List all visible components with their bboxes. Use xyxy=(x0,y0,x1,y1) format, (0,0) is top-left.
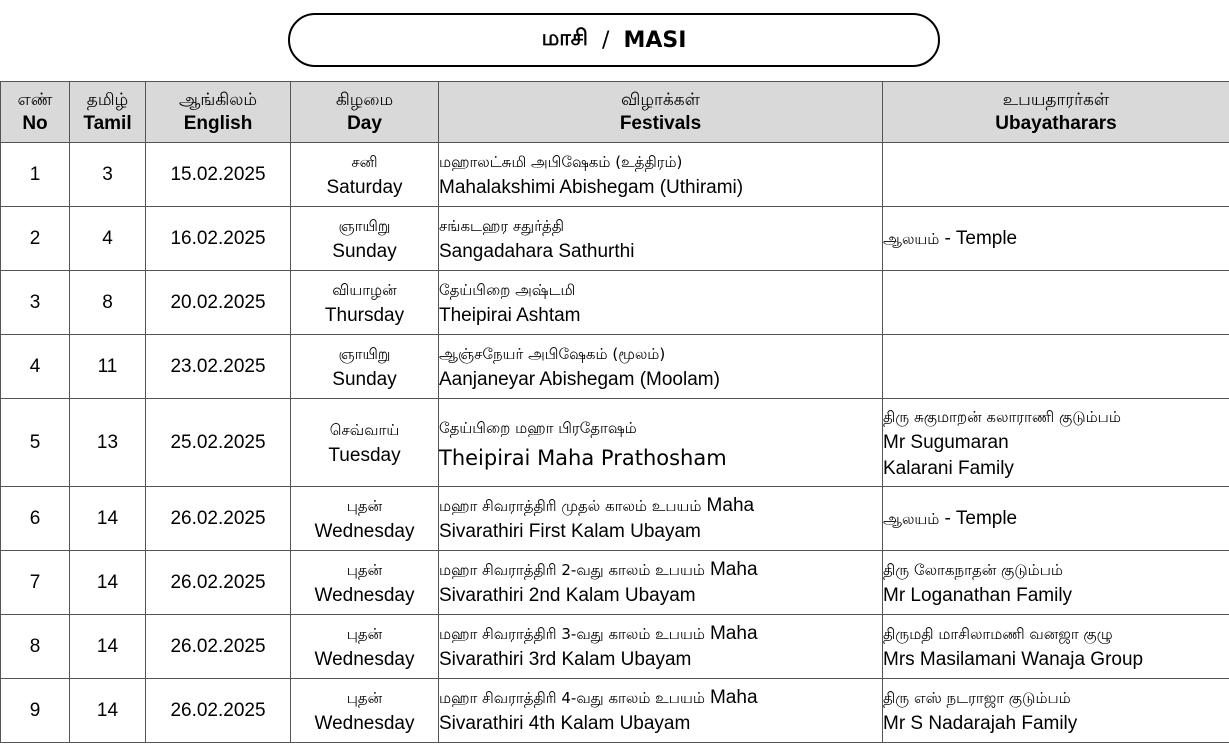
cell-festival: சங்கடஹர சதுர்த்தி Sangadahara Sathurthi xyxy=(439,207,883,271)
cell-day: புதன் Wednesday xyxy=(291,487,439,551)
title-separator: / xyxy=(602,27,610,53)
cell-tamil-date: 11 xyxy=(70,335,146,399)
cell-no: 2 xyxy=(1,207,70,271)
cell-english-date: 20.02.2025 xyxy=(146,271,291,335)
cell-ubayatharar: திருமதி மாசிலாமணி வனஜா குழு Mrs Masilamani Wanaja Group xyxy=(883,615,1229,679)
cell-english-date: 15.02.2025 xyxy=(146,143,291,207)
title-english: MASI xyxy=(623,27,687,53)
table-row xyxy=(1,615,1229,679)
cell-no: 8 xyxy=(1,615,70,679)
cell-no: 4 xyxy=(1,335,70,399)
table-row xyxy=(1,207,1229,271)
cell-day: சனி Saturday xyxy=(291,143,439,207)
cell-festival: மஹா சிவராத்திரி 2-வது காலம் உபயம் Maha Sivarathiri 2nd Kalam Ubayam xyxy=(439,551,883,615)
cell-no: 3 xyxy=(1,271,70,335)
header-ubayatharars: உபயதாரர்கள் Ubayatharars xyxy=(883,82,1229,143)
cell-day: புதன் Wednesday xyxy=(291,679,439,743)
cell-day: செவ்வாய் Tuesday xyxy=(291,399,439,487)
cell-festival: மஹா சிவராத்திரி 3-வது காலம் உபயம் Maha Sivarathiri 3rd Kalam Ubayam xyxy=(439,615,883,679)
header-festivals: விழாக்கள் Festivals xyxy=(439,82,883,143)
cell-ubayatharar: திரு எஸ் நடராஜா குடும்பம் Mr S Nadarajah Family xyxy=(883,679,1229,743)
cell-festival: தேய்பிறை அஷ்டமி Theipirai Ashtam xyxy=(439,271,883,335)
cell-tamil-date: 14 xyxy=(70,679,146,743)
cell-no: 7 xyxy=(1,551,70,615)
cell-english-date: 16.02.2025 xyxy=(146,207,291,271)
cell-ubayatharar: ஆலயம் - Temple xyxy=(883,487,1229,551)
table-row xyxy=(1,679,1229,743)
cell-festival: மஹாலட்சுமி அபிஷேகம் (உத்திரம்) Mahalakshimi Abishegam (Uthirami) xyxy=(439,143,883,207)
cell-tamil-date: 14 xyxy=(70,551,146,615)
header-english: ஆங்கிலம் English xyxy=(146,82,291,143)
header-no: எண் No xyxy=(1,82,70,143)
cell-day: வியாழன் Thursday xyxy=(291,271,439,335)
cell-day: புதன் Wednesday xyxy=(291,551,439,615)
cell-ubayatharar: திரு லோகநாதன் குடும்பம் Mr Loganathan Family xyxy=(883,551,1229,615)
table-row xyxy=(1,335,1229,399)
page-title xyxy=(288,13,940,67)
cell-festival: ஆஞ்சநேயர் அபிஷேகம் (மூலம்) Aanjaneyar Abishegam (Moolam) xyxy=(439,335,883,399)
cell-festival: தேய்பிறை மஹா பிரதோஷம் Theipirai Maha Prathosham xyxy=(439,399,883,487)
title-tamil: மாசி xyxy=(541,26,589,51)
cell-festival: மஹா சிவராத்திரி முதல் காலம் உபயம் Maha Sivarathiri First Kalam Ubayam xyxy=(439,487,883,551)
table-row xyxy=(1,487,1229,551)
cell-tamil-date: 8 xyxy=(70,271,146,335)
cell-english-date: 26.02.2025 xyxy=(146,615,291,679)
cell-tamil-date: 4 xyxy=(70,207,146,271)
cell-ubayatharar xyxy=(883,271,1229,335)
cell-tamil-date: 13 xyxy=(70,399,146,487)
cell-english-date: 26.02.2025 xyxy=(146,487,291,551)
cell-ubayatharar xyxy=(883,143,1229,207)
cell-english-date: 25.02.2025 xyxy=(146,399,291,487)
cell-festival: மஹா சிவராத்திரி 4-வது காலம் உபயம் Maha Sivarathiri 4th Kalam Ubayam xyxy=(439,679,883,743)
cell-no: 6 xyxy=(1,487,70,551)
table-row xyxy=(1,271,1229,335)
table-row xyxy=(1,399,1229,487)
cell-ubayatharar xyxy=(883,335,1229,399)
festival-schedule-table xyxy=(0,81,1229,743)
cell-no: 1 xyxy=(1,143,70,207)
cell-tamil-date: 14 xyxy=(70,615,146,679)
cell-no: 5 xyxy=(1,399,70,487)
cell-no: 9 xyxy=(1,679,70,743)
header-day: கிழமை Day xyxy=(291,82,439,143)
table-header-row xyxy=(1,82,1229,143)
cell-day: புதன் Wednesday xyxy=(291,615,439,679)
cell-tamil-date: 3 xyxy=(70,143,146,207)
cell-ubayatharar: திரு சுகுமாறன் கலாராணி குடும்பம் Mr Sugumaran Kalarani Family xyxy=(883,399,1229,487)
cell-english-date: 23.02.2025 xyxy=(146,335,291,399)
table-row xyxy=(1,551,1229,615)
cell-tamil-date: 14 xyxy=(70,487,146,551)
cell-day: ஞாயிறு Sunday xyxy=(291,335,439,399)
cell-ubayatharar: ஆலயம் - Temple xyxy=(883,207,1229,271)
cell-day: ஞாயிறு Sunday xyxy=(291,207,439,271)
header-tamil: தமிழ் Tamil xyxy=(70,82,146,143)
cell-english-date: 26.02.2025 xyxy=(146,679,291,743)
table-row xyxy=(1,143,1229,207)
cell-english-date: 26.02.2025 xyxy=(146,551,291,615)
